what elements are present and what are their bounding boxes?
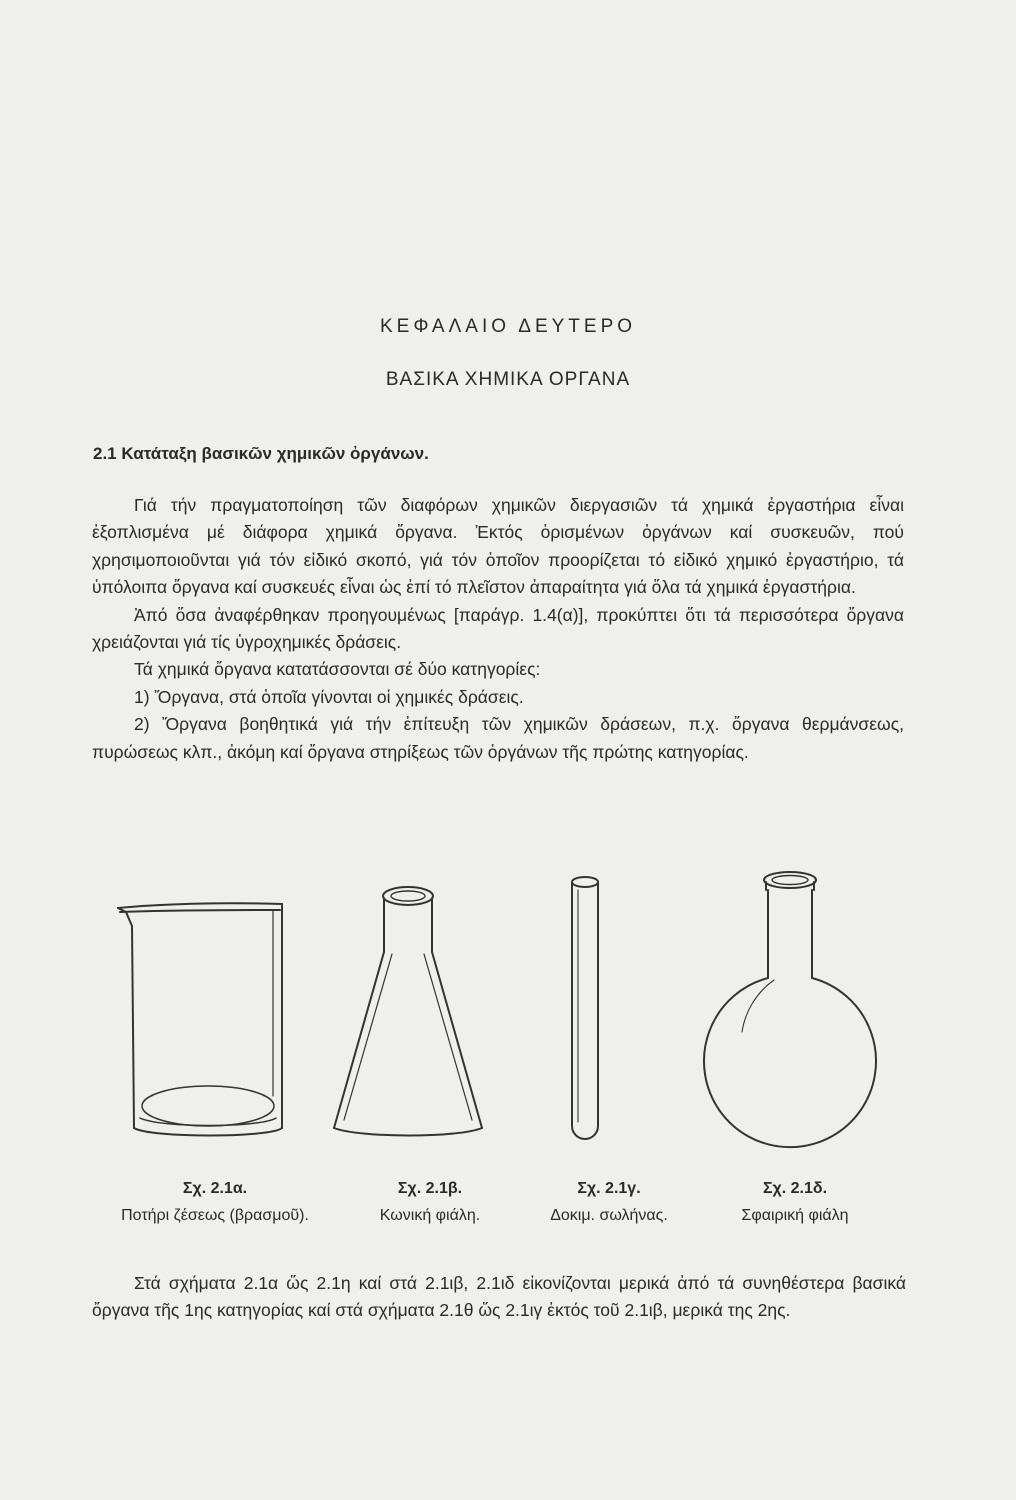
paragraph-category-2: 2) Ὄργανα βοηθητικά γιά τήν ἐπίτευξη τῶν χημικῶν δράσεων, π.χ. ὄργανα θερμάνσεως, πυρώσεως κλπ., ἀκόμη καί ὄργανα στηρίξεως τῶν ὀργάνων τῆς πρώτης κατηγορίας. [92, 714, 904, 762]
section-heading: 2.1 Κατάταξη βασικῶν χημικῶν ὀργάνων. [93, 444, 429, 463]
paragraph-category-1: 1) Ὄργανα, στά ὁποῖα γίνονται οἱ χημικές δράσεις. [134, 686, 524, 707]
beaker-illustration [118, 903, 282, 1135]
figures-row [0, 866, 1016, 1156]
figure-name: Ποτήρι ζέσεως (βρασμοῦ). [121, 1207, 309, 1224]
body-text [92, 492, 904, 766]
paragraph-reference: Ἀπό ὅσα ἀναφέρθηκαν προηγουμένως [παράγρ. 1.4(α)], προκύπτει ὅτι τά περισσότερα ὄργανα χρειάζονται γιά τίς ὑγροχημικές δράσεις. [92, 604, 904, 653]
chapter-label: ΚΕΦΑΛΑΙΟ ΔΕΥΤΕΡΟ [379, 316, 637, 337]
figure-caption-round-flask [720, 1180, 870, 1225]
test-tube-illustration [572, 877, 598, 1139]
closing-text [92, 1270, 906, 1325]
figure-caption-conical-flask [360, 1180, 500, 1225]
figure-name: Κωνική φιάλη. [379, 1207, 481, 1224]
chapter-title: ΒΑΣΙΚΑ ΧΗΜΙΚΑ ΟΡΓΑΝΑ [385, 369, 631, 390]
figure-number: Σχ. 2.1γ. [577, 1180, 641, 1197]
figure-name: Σφαιρική φιάλη [741, 1207, 849, 1224]
figure-number: Σχ. 2.1β. [397, 1180, 463, 1197]
paragraph-intro: Γιά τήν πραγματοποίηση τῶν διαφόρων χημικῶν διεργασιῶν τά χημικά ἐργαστήρια εἶναι ἐξοπλισμένα μέ διάφορα χημικά ὄργανα. Ἐκτός ὁρισμένων ὀργάνων καί συσκευῶν, πού χρησιμοποιοῦνται γιά τόν εἰδικό σκοπό, γιά τόν ὁποῖον προορίζεται τό εἰδικό χημικό ἐργαστήριο, τά ὑπόλοιπα ὄργανα καί συσκευές εἶναι ὡς ἐπί τό πλεῖστον ἀπαραίτητα γιά ὅλα τά χημικά ἐργαστήρια. [92, 495, 904, 598]
round-flask-illustration [704, 872, 876, 1147]
paragraph-categories: Τά χημικά ὄργανα κατατάσσονται σέ δύο κατηγορίες: [134, 659, 541, 680]
paragraph-closing: Στά σχήματα 2.1α ὥς 2.1η καί στά 2.1ιβ, 2.1ιδ εἰκονίζονται μερικά ἀπό τά συνηθέστερα βασικά ὄργανα τῆς 1ης κατηγορίας καί στά σχήματα 2.1θ ὥς 2.1ιγ ἐκτός τοῦ 2.1ιβ, μερικά της 2ης. [92, 1273, 906, 1321]
figure-number: Σχ. 2.1δ. [762, 1180, 828, 1197]
figure-number: Σχ. 2.1α. [182, 1180, 248, 1197]
figure-name: Δοκιμ. σωλήνας. [550, 1207, 668, 1224]
figure-caption-beaker [95, 1180, 335, 1225]
conical-flask-illustration [334, 887, 482, 1136]
figure-caption-test-tube [534, 1180, 684, 1225]
